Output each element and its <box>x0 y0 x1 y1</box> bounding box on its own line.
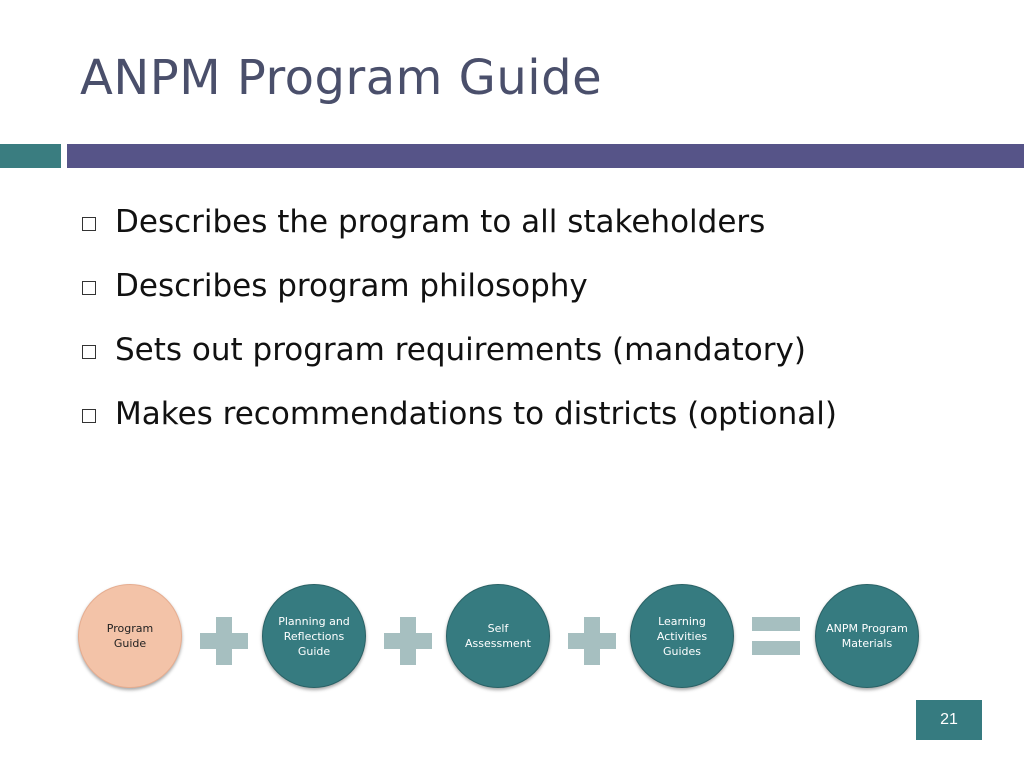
slide-number: 21 <box>916 700 982 740</box>
bullet-text: Describes program philosophy <box>115 268 588 304</box>
bullet-list <box>82 190 837 446</box>
circle-label: Self Assessment <box>465 622 531 650</box>
square-bullet-icon <box>82 345 96 359</box>
circle-label: Learning Activities Guides <box>656 614 708 658</box>
bullet-item <box>82 382 837 446</box>
bullet-item <box>82 254 837 318</box>
equals-icon <box>752 617 800 657</box>
planning-reflections-guide-circle <box>262 584 366 688</box>
learning-activities-guides-circle <box>630 584 734 688</box>
bullet-text: Makes recommendations to districts (optional) <box>115 396 837 432</box>
plus-icon <box>200 617 248 665</box>
circle-label: Program Guide <box>106 622 154 650</box>
slide-title: ANPM Program Guide <box>80 50 603 106</box>
square-bullet-icon <box>82 409 96 423</box>
program-guide-circle <box>78 584 182 688</box>
plus-icon <box>568 617 616 665</box>
title-accent-bar-left <box>0 144 61 168</box>
circle-label: Planning and Reflections Guide <box>278 614 350 658</box>
self-assessment-circle <box>446 584 550 688</box>
plus-icon <box>384 617 432 665</box>
equals-bar-top <box>752 617 800 631</box>
square-bullet-icon <box>82 217 96 231</box>
bullet-item <box>82 318 837 382</box>
square-bullet-icon <box>82 281 96 295</box>
bullet-text: Describes the program to all stakeholders <box>115 204 766 240</box>
bullet-text: Sets out program requirements (mandatory) <box>115 332 806 368</box>
bullet-item <box>82 190 837 254</box>
equals-bar-bottom <box>752 641 800 655</box>
title-accent-bar-right <box>67 144 1024 168</box>
anpm-program-materials-circle <box>815 584 919 688</box>
circle-label: ANPM Program Materials <box>826 622 908 650</box>
materials-equation-diagram <box>0 580 1024 692</box>
